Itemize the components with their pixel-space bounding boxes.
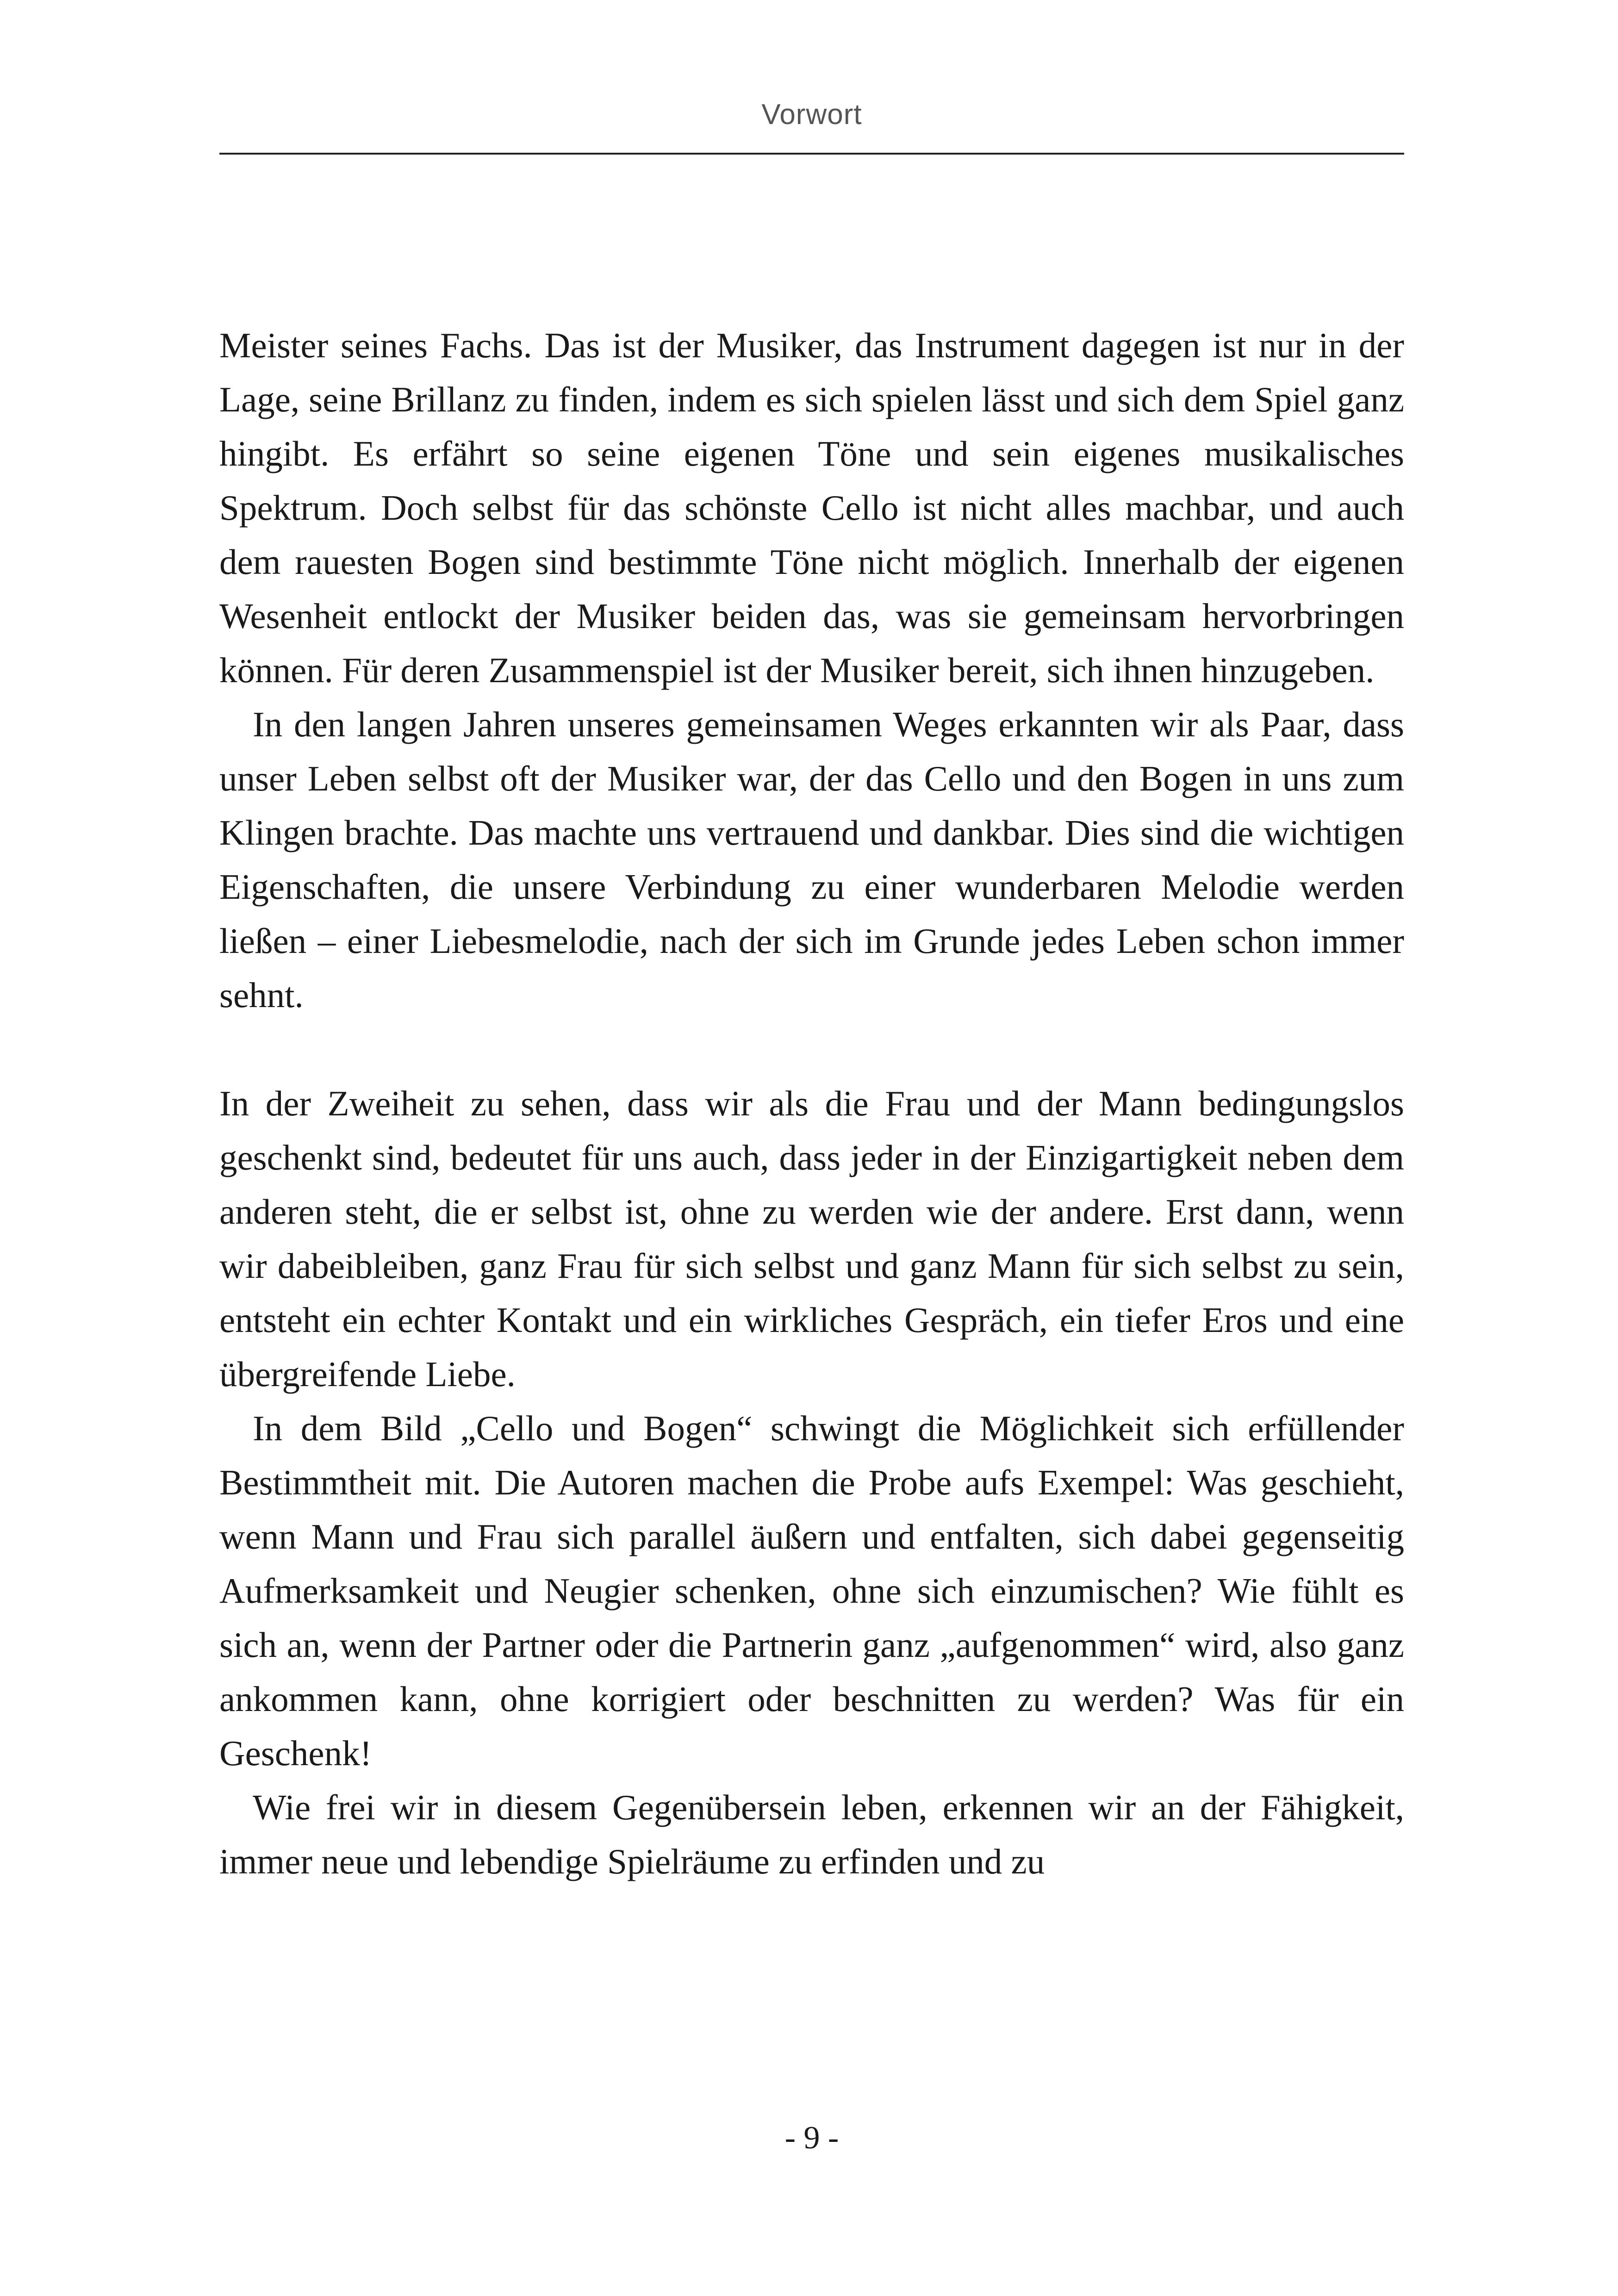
paragraph-1: Meister seines Fachs. Das ist der Musiker, das Instrument dagegen ist nur in der Lage, seine Brillanz zu finden, indem es sich spielen lässt und sich dem Spiel ganz hingibt. Es erfährt so seine eigenen Töne und sein eigenes musikalisches Spektrum. Doch selbst für das schönste Cello ist nicht alles machbar, und auch dem rauesten Bogen sind bestimmte Töne nicht möglich. Innerhalb der eigenen Wesenheit entlockt der Musiker beiden das, was sie gemeinsam hervorbringen können. Für deren Zusammenspiel ist der Musiker bereit, sich ihnen hinzugeben. [219,325,1404,690]
paragraph-3: In der Zweiheit zu sehen, dass wir als die Frau und der Mann bedingungslos geschenkt sind, bedeutet für uns auch, dass jeder in der Einzigartigkeit neben dem anderen steht, die er selbst ist, ohne zu werden wie der andere. Erst dann, wenn wir dabeibleiben, ganz Frau für sich selbst und ganz Mann für sich selbst zu sein, entsteht ein echter Kontakt und ein wirkliches Gespräch, ein tiefer Eros und eine übergreifende Liebe. [219,1083,1404,1394]
header-rule-divider [219,153,1404,155]
running-head-title: Vorwort [761,99,862,131]
paragraph-4: In dem Bild „Cello und Bogen“ schwingt die Möglichkeit sich erfüllender Bestimmtheit mit. Die Autoren machen die Probe aufs Exempel: Was geschieht, wenn Mann und Frau sich parallel äußern und entfalten, sich dabei gegenseitig Aufmerksamkeit und Neugier schenken, ohne sich einzumischen? Wie fühlt es sich an, wenn der Partner oder die Partnerin ganz „aufgenommen“ wird, also ganz ankommen kann, ohne korrigiert oder beschnitten zu werden? Was für ein Geschenk! [219,1408,1404,1773]
paragraph-2: In den langen Jahren unseres gemeinsamen Weges erkannten wir als Paar, dass unser Leben selbst oft der Musiker war, der das Cello und den Bogen in uns zum Klingen brachte. Das machte uns vertrauend und dankbar. Dies sind die wichtigen Eigenschaften, die unsere Verbindung zu einer wunderbaren Melodie werden ließen – einer Liebesmelodie, nach der sich im Grunde jedes Leben schon immer sehnt. [219,704,1404,1015]
page-number: - 9 - [784,2120,839,2156]
body-text [219,318,1404,1889]
paragraph-5: Wie frei wir in diesem Gegenübersein leben, erkennen wir an der Fähigkeit, immer neue und lebendige Spielräume zu erfinden und zu [219,1787,1404,1881]
